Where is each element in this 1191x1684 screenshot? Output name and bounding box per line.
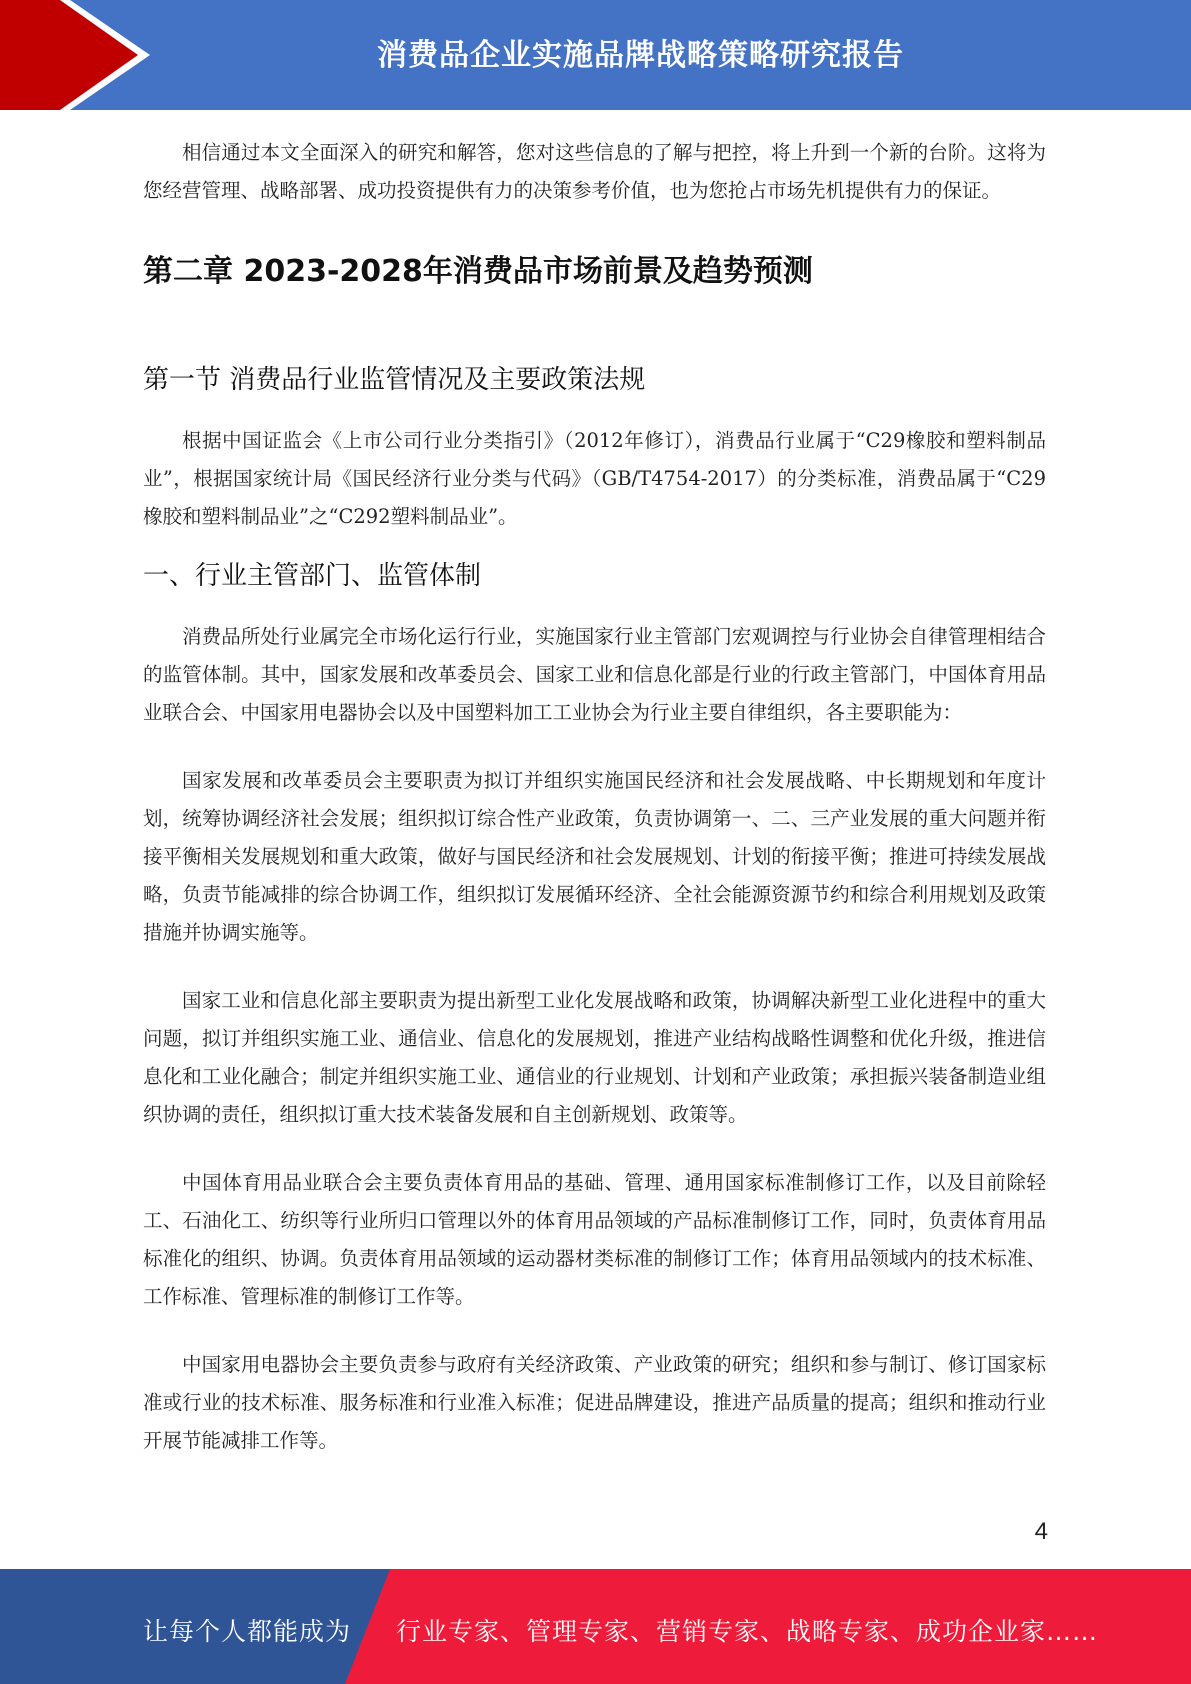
footer-slogan-left: 让每个人都能成为 [143, 1617, 352, 1646]
body-paragraph: 国家发展和改革委员会主要职责为拟订并组织实施国民经济和社会发展战略、中长期规划和年度计划，统筹协调经济社会发展；组织拟订综合性产业政策，负责协调第一、二、三产业发展的重大问题并衔接平衡相关发展规划和重大政策，做好与国民经济和社会发展规划、计划的衔接平衡；推进可持续发展战略，负责节能减排的综合协调工作，组织拟订发展循环经济、全社会能源资源节约和综合利用规划及政策措施并协调实施等。 [143, 769, 1046, 944]
section-paragraph: 根据中国证监会《上市公司行业分类指引》（2012年修订），消费品行业属于“C29橡胶和塑料制品业”，根据国家统计局《国民经济行业分类与代码》（GB/T4754-2017）的分类标准，消费品属于“C29橡胶和塑料制品业”之“C292塑料制品业”。 [143, 429, 1046, 528]
subsection-title: 一、行业主管部门、监管体制 [143, 561, 482, 591]
page-number: 4 [1034, 1518, 1048, 1545]
document-body [143, 134, 1046, 1460]
body-paragraph: 国家工业和信息化部主要职责为提出新型工业化发展战略和政策，协调解决新型工业化进程中的重大问题，拟订并组织实施工业、通信业、信息化的发展规划，推进产业结构战略性调整和优化升级，推进信息化和工业化融合；制定并组织实施工业、通信业的行业规划、计划和产业政策；承担振兴装备制造业组织协调的责任，组织拟订重大技术装备发展和自主创新规划、政策等。 [143, 989, 1046, 1126]
section-title: 第一节 消费品行业监管情况及主要政策法规 [143, 365, 646, 395]
chapter-title: 第二章 2023-2028年消费品市场前景及趋势预测 [143, 254, 813, 289]
intro-paragraph: 相信通过本文全面深入的研究和解答，您对这些信息的了解与把控，将上升到一个新的台阶。这将为您经营管理、战略部署、成功投资提供有力的决策参考价值，也为您抢占市场先机提供有力的保证。 [143, 141, 1046, 202]
header-banner [0, 0, 1191, 110]
footer-banner [0, 1569, 1191, 1684]
body-paragraph: 消费品所处行业属完全市场化运行行业，实施国家行业主管部门宏观调控与行业协会自律管理相结合的监管体制。其中，国家发展和改革委员会、国家工业和信息化部是行业的行政主管部门，中国体育用品业联合会、中国家用电器协会以及中国塑料加工工业协会为行业主要自律组织，各主要职能为： [143, 625, 1046, 724]
body-paragraph: 中国家用电器协会主要负责参与政府有关经济政策、产业政策的研究；组织和参与制订、修订国家标准或行业的技术标准、服务标准和行业准入标准；促进品牌建设，推进产品质量的提高；组织和推动行业开展节能减排工作等。 [143, 1353, 1046, 1452]
footer-slogan-right: 行业专家、管理专家、营销专家、战略专家、成功企业家…… [396, 1617, 1099, 1646]
body-paragraph: 中国体育用品业联合会主要负责体育用品的基础、管理、通用国家标准制修订工作，以及目前除轻工、石油化工、纺织等行业所归口管理以外的体育用品领域的产品标准制修订工作，同时，负责体育用品标准化的组织、协调。负责体育用品领域的运动器材类标准的制修订工作；体育用品领域内的技术标准、工作标准、管理标准的制修订工作等。 [143, 1171, 1046, 1308]
report-title: 消费品企业实施品牌战略策略研究报告 [377, 38, 904, 73]
